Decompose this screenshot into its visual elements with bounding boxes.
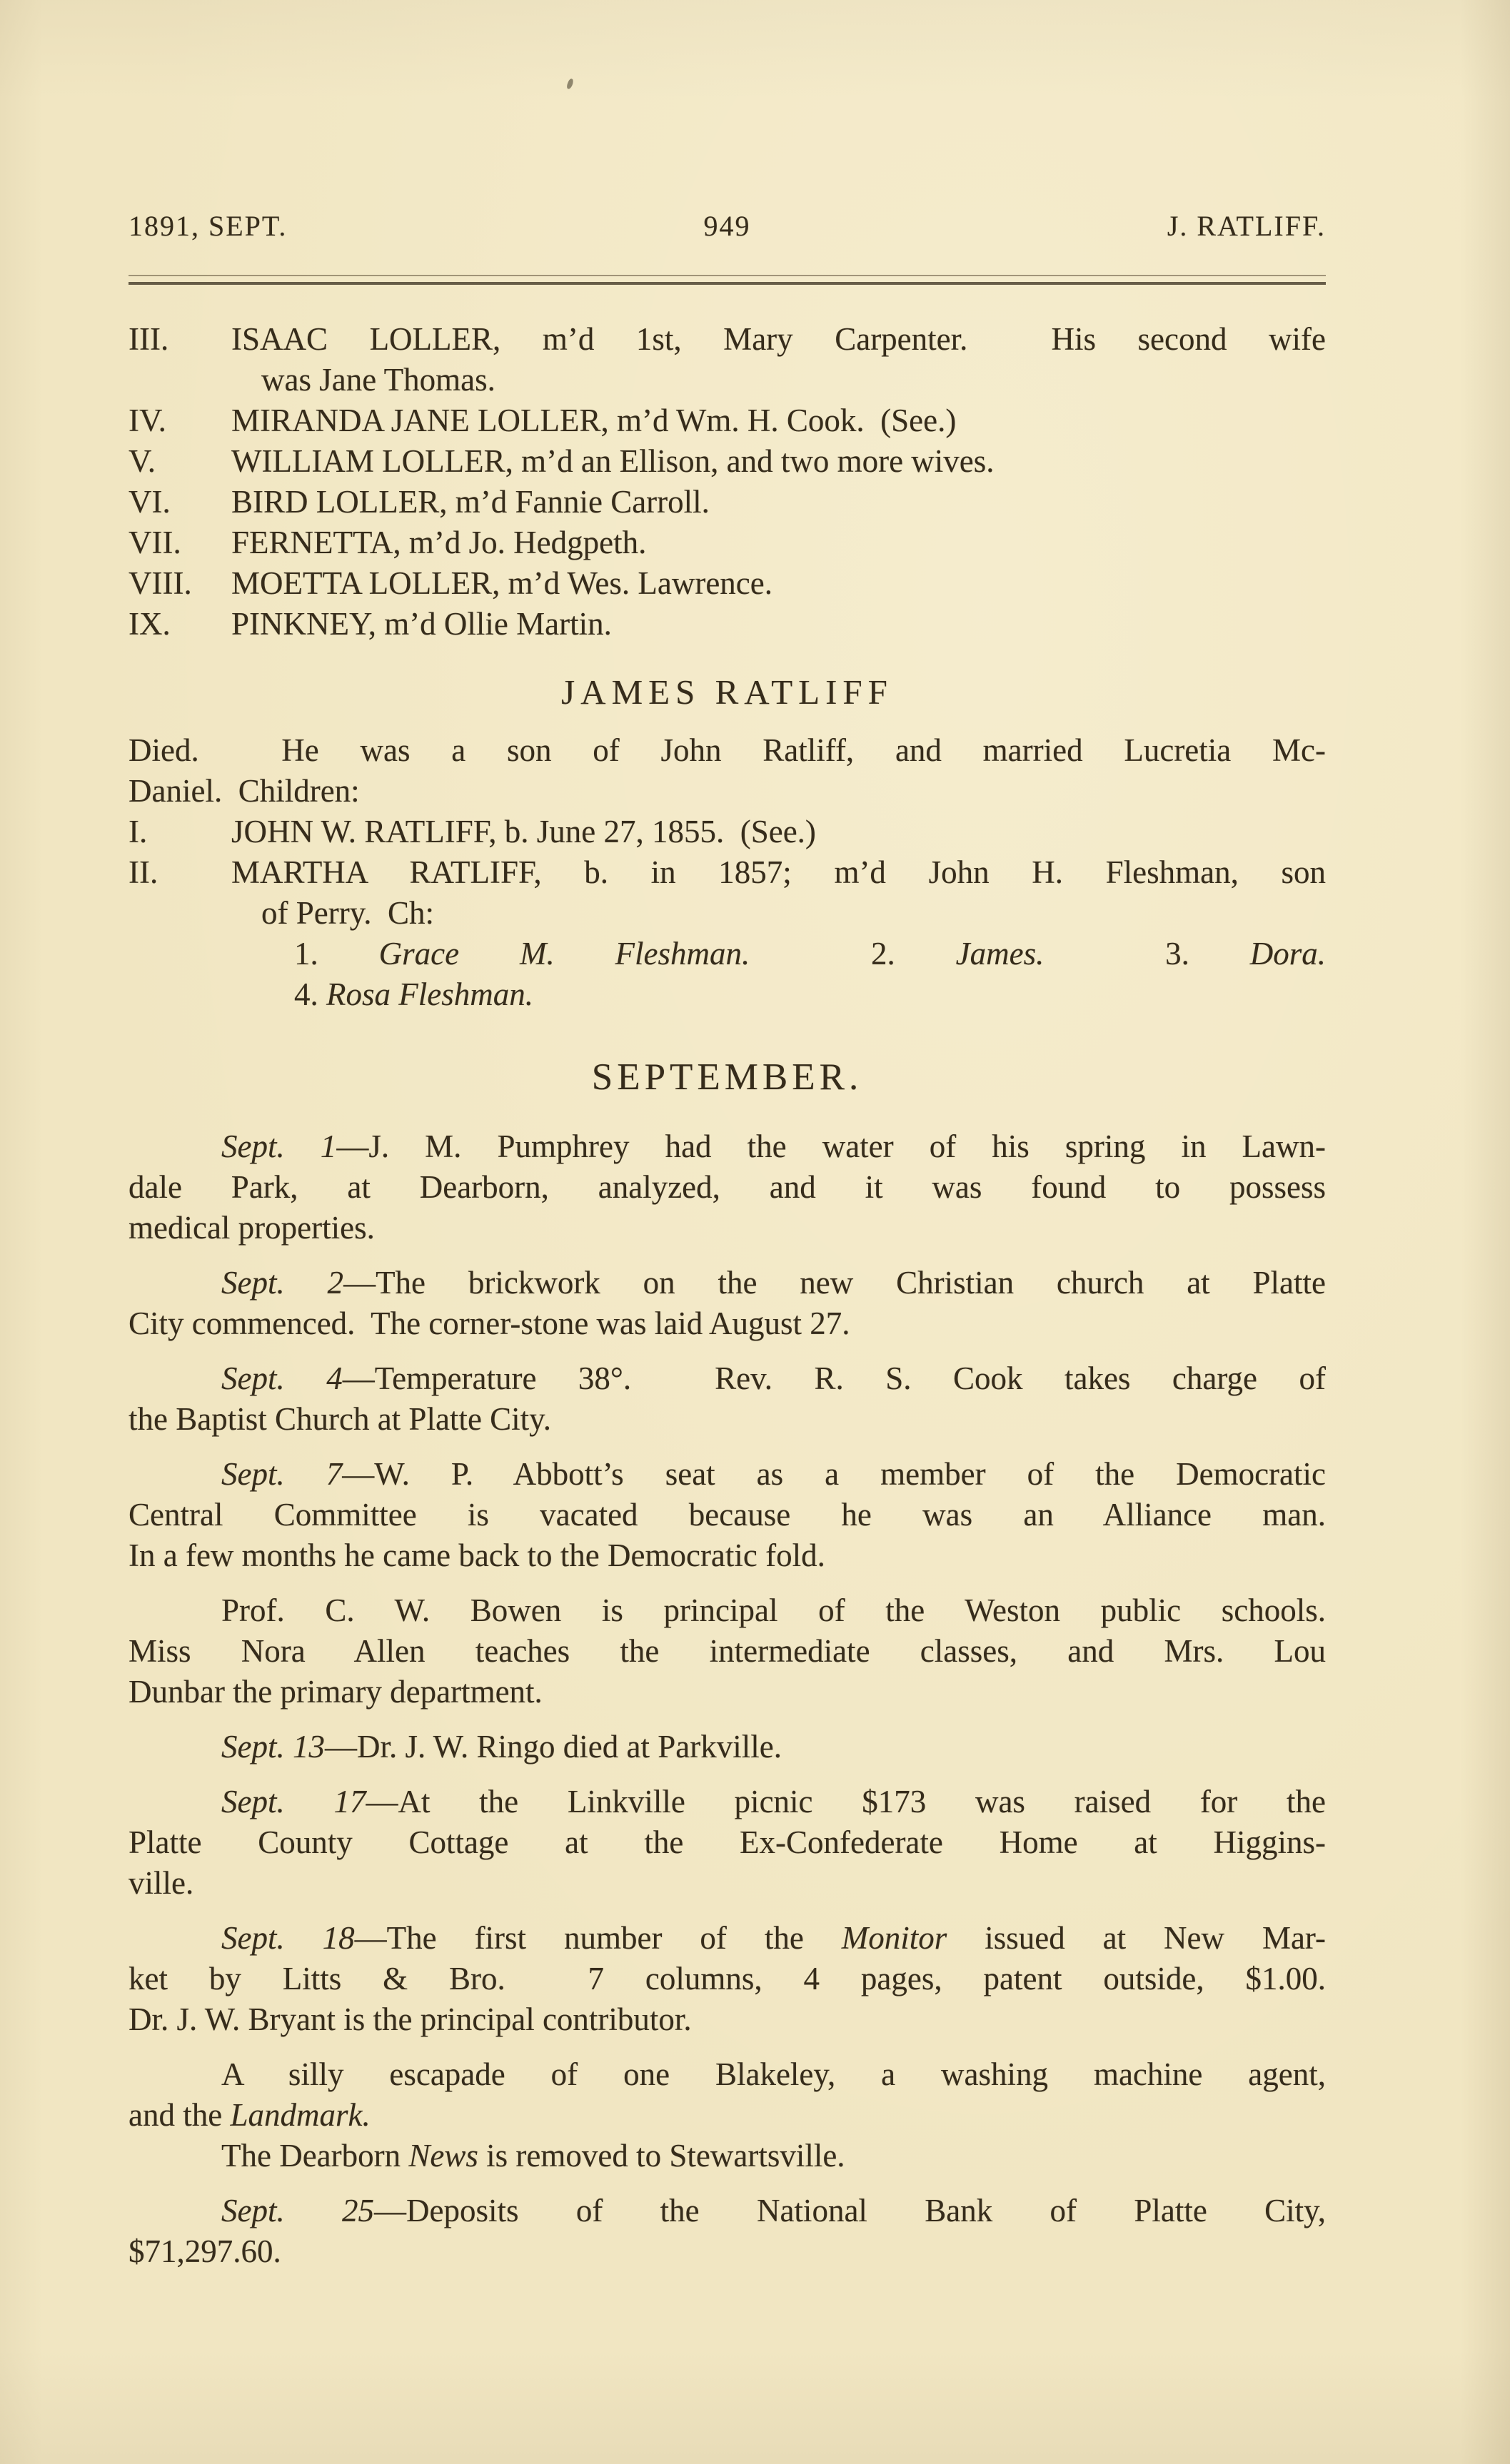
entry-bird-loller [129,482,1326,522]
entry-john-w-ratliff [129,812,1326,852]
september-heading-line-1: SEPTEMBER. [591,1056,863,1098]
entry-miranda-jane-loller [129,400,1326,441]
sept-17-entry [129,1782,1326,1904]
sept-18-entry-line-3: Dr. J. W. Bryant is the principal contributor. [129,2001,692,2037]
sept-17-entry-line-1: Sept. 17—At the Linkville picnic $173 was raised for the [221,1784,1326,1819]
sept-1-entry-line-1: Sept. 1—J. M. Pumphrey had the water of his spring in Lawn- [221,1129,1326,1164]
sept-25-entry [129,2191,1326,2272]
roman-numeral: VII. [129,525,181,560]
entry-john-w-ratliff-line-1: I. JOHN W. RATLIFF, b. June 27, 1855. (See.) [129,812,1326,852]
sept-7-entry [129,1454,1326,1576]
page-number: 949 [703,210,751,242]
header-rule [129,275,1326,285]
dearborn-news-note-line-1: The Dearborn News is removed to Stewartsville. [221,2138,845,2173]
entry-moetta-loller [129,563,1326,604]
entry-pinkney-line-1: IX. PINKNEY, m’d Ollie Martin. [129,604,1326,645]
sept-7-entry-line-3: In a few months he came back to the Democratic fold. [129,1538,825,1573]
entry-moetta-loller-line-1: VIII. MOETTA LOLLER, m’d Wes. Lawrence. [129,563,1326,604]
running-head-person: J. RATLIFF. [1167,210,1326,242]
roman-numeral: III. [129,321,169,357]
james-ratliff-heading [129,669,1326,716]
sept-13-entry-line-1: Sept. 13—Dr. J. W. Ringo died at Parkville. [221,1729,782,1764]
entry-bird-loller-line-1: VI. BIRD LOLLER, m’d Fannie Carroll. [129,482,1326,522]
entry-isaac-loller [129,319,1326,400]
roman-numeral: II. [129,854,158,890]
sept-7-entry-line-1: Sept. 7—W. P. Abbott’s seat as a member of the Democratic [221,1456,1326,1492]
james-ratliff-bio-line-2: Daniel. Children: [129,773,360,809]
dearborn-news-note [129,2136,1326,2176]
sept-4-entry-line-2: the Baptist Church at Platte City. [129,1401,552,1437]
sept-25-entry-line-1: Sept. 25—Deposits of the National Bank of Platte City, [221,2193,1326,2228]
roman-numeral: VIII. [129,565,192,601]
bowen-schools-note-line-1: Prof. C. W. Bowen is principal of the Weston public schools. [221,1592,1326,1628]
entry-martha-ratliff-line-2: of Perry. Ch: [261,895,435,931]
entry-martha-ratliff [129,852,1326,934]
bowen-schools-note [129,1590,1326,1712]
roman-numeral: IV. [129,403,166,438]
september-heading [129,1052,1326,1102]
fleshman-children-list-line-2: 4. Rosa Fleshman. [294,976,533,1012]
sept-1-entry-line-3: medical properties. [129,1210,375,1246]
roman-numeral: I. [129,814,148,849]
roman-numeral: VI. [129,484,171,520]
bowen-schools-note-line-2: Miss Nora Allen teaches the intermediate classes, and Mrs. Lou [129,1633,1326,1669]
running-head [129,211,1326,242]
james-ratliff-bio-line-1: Died. He was a son of John Ratliff, and married Lucretia Mc- [129,732,1326,768]
roman-numeral: IX. [129,606,171,642]
sept-2-entry [129,1263,1326,1344]
entry-fernetta [129,522,1326,563]
sept-2-entry-line-1: Sept. 2—The brickwork on the new Christian church at Platte [221,1265,1326,1301]
entry-fernetta-line-1: VII. FERNETTA, m’d Jo. Hedgpeth. [129,522,1326,563]
running-head-date: 1891, SEPT. [129,210,288,242]
sept-1-entry-line-2: dale Park, at Dearborn, analyzed, and it was found to possess [129,1169,1326,1205]
james-ratliff-heading-line-1: JAMES RATLIFF [561,672,893,712]
entry-martha-ratliff-line-1: II. MARTHA RATLIFF, b. in 1857; m’d John H. Fleshman, son [129,852,1326,893]
sept-18-entry-line-1: Sept. 18—The first number of the Monitor issued at New Mar- [221,1920,1326,1956]
entry-william-loller [129,441,1326,482]
sept-2-entry-line-2: City commenced. The corner-stone was laid August 27. [129,1306,850,1341]
sept-18-entry-line-2: ket by Litts & Bro. 7 columns, 4 pages, patent outside, $1.00. [129,1961,1326,1996]
bowen-schools-note-line-3: Dunbar the primary department. [129,1674,543,1710]
entry-miranda-jane-loller-line-1: IV. MIRANDA JANE LOLLER, m’d Wm. H. Cook. (See.) [129,400,1326,441]
fleshman-children-list [294,934,1326,1015]
fleshman-children-list-line-1: 1. Grace M. Fleshman. 2. James. 3. Dora. [294,936,1327,971]
sept-4-entry-line-1: Sept. 4—Temperature 38°. Rev. R. S. Cook takes charge of [221,1360,1326,1396]
sept-17-entry-line-3: ville. [129,1865,194,1901]
sept-7-entry-line-2: Central Committee is vacated because he was an Alliance man. [129,1497,1326,1533]
blakeley-note-line-2: and the Landmark. [129,2097,371,2133]
sept-17-entry-line-2: Platte County Cottage at the Ex-Confederate Home at Higgins- [129,1824,1326,1860]
james-ratliff-bio [129,730,1326,812]
roman-numeral: V. [129,443,156,479]
blakeley-note-line-1: A silly escapade of one Blakeley, a washing machine agent, [221,2056,1326,2092]
sept-18-entry [129,1918,1326,2040]
entry-pinkney [129,604,1326,645]
page-content [129,319,1326,2272]
sept-4-entry [129,1358,1326,1440]
sept-13-entry [129,1727,1326,1767]
entry-isaac-loller-line-2: was Jane Thomas. [261,362,495,398]
entry-william-loller-line-1: V. WILLIAM LOLLER, m’d an Ellison, and two more wives. [129,441,1326,482]
sept-1-entry [129,1126,1326,1248]
blakeley-note [129,2054,1326,2136]
sept-25-entry-line-2: $71,297.60. [129,2233,281,2269]
entry-isaac-loller-line-1: III. ISAAC LOLLER, m’d 1st, Mary Carpenter. His second wife [129,319,1326,360]
